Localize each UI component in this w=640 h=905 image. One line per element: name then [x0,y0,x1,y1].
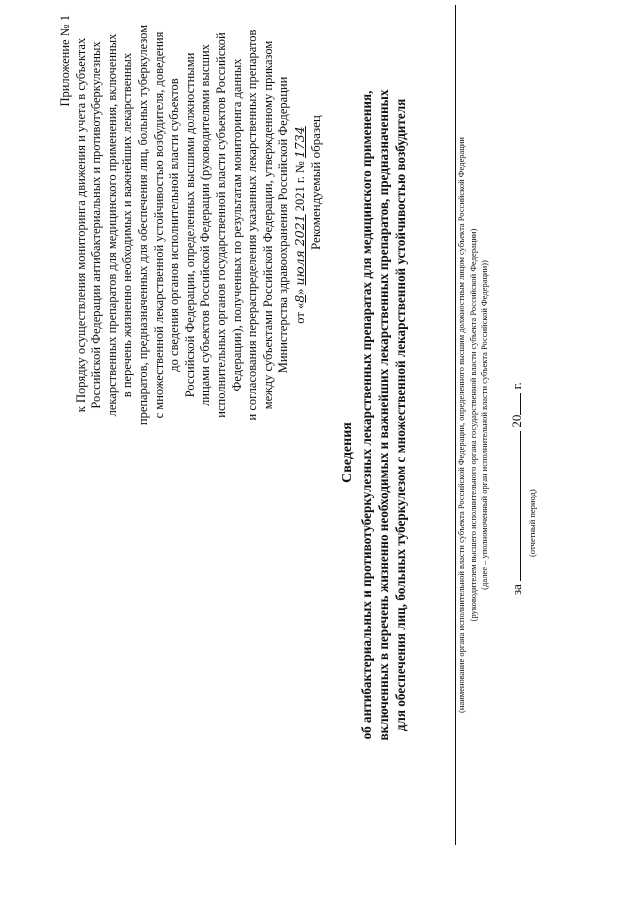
appendix-line: препаратов, предназначенных для обеспечения лиц, больных туберкулезом [135,24,150,426]
appendix-line: с множественной лекарственной устойчивостью возбудителя, доведения [151,31,166,419]
period-fill-line[interactable] [508,431,521,581]
order-month: июля 2021 [291,214,307,286]
appendix-number: Приложение № 1 [58,15,72,107]
order-day: 8 [291,294,307,303]
org-caption-line: (далее – уполномоченный орган исполнительной власти субъекта Российской Федерации)) [479,260,489,590]
period-year-fill-line[interactable] [508,393,521,415]
subtitle-line: об антибактериальных и противотуберкулезных лекарственных препаратах для медицинского применения, [359,90,374,740]
appendix-line: и согласования перераспределения указанных лекарственных препаратов [245,29,260,421]
document-subtitle [358,15,409,815]
period-year-prefix: 20 [509,414,524,428]
document-title: Сведения [340,422,355,483]
period-prefix: за [509,584,524,595]
appendix-line: Российской Федерации, определенных высшими должностными [182,52,197,398]
appendix-block [58,15,309,435]
appendix-line: между субъектами Российской Федерации, утвержденному приказом [260,40,275,410]
appendix-line: в перечень жизненно необходимых и важнейших лекарственных [120,52,135,398]
period-caption: (отчетный период) [527,489,537,557]
appendix-line: Министерства здравоохранения Российской Федерации [276,76,291,374]
appendix-line: лицами субъектов Российской Федерации (руководителями высших [198,44,213,406]
order-year: 2021 г. № [292,161,307,212]
period-suffix: г. [509,382,524,390]
appendix-line: Федерации), полученных по результатам мониторинга данных [229,58,244,392]
appendix-line: к Порядку осуществления мониторинга движения и учета в субъектах [73,37,88,413]
org-caption-line: (наименование органа исполнительной власти субъекта Российской Федерации, определенного высшим должностным лицом субъекта Российской Федерации [456,137,466,713]
subtitle-line: для обеспечения лиц, больных туберкулезом с множественной лекарственной устойчивостью возбудителя [393,98,408,732]
org-caption-line: (руководителем высшего исполнительного органа государственной власти субъекта Российской Федерации) [467,228,478,622]
appendix-line: лекарственных препаратов для медицинского применения, включенных [104,33,119,417]
appendix-line: Российской Федерации антибактериальных и противотуберкулезных [89,41,104,409]
appendix-line: до сведения органов исполнительной власти субъектов [167,78,182,372]
order-mid: » [292,288,307,295]
order-date-line [292,15,309,435]
order-number: 1734 [291,126,307,159]
organization-caption [456,5,491,845]
order-prefix: от « [292,302,307,324]
reporting-period-row [508,382,525,595]
appendix-line: исполнительных органов государственной власти субъектов Российской [213,32,228,418]
recommended-sample: Рекомендуемый образец [308,115,323,250]
subtitle-line: включенных в перечень жизненно необходимых и важнейших лекарственных препаратов, предназначенных [376,89,391,741]
